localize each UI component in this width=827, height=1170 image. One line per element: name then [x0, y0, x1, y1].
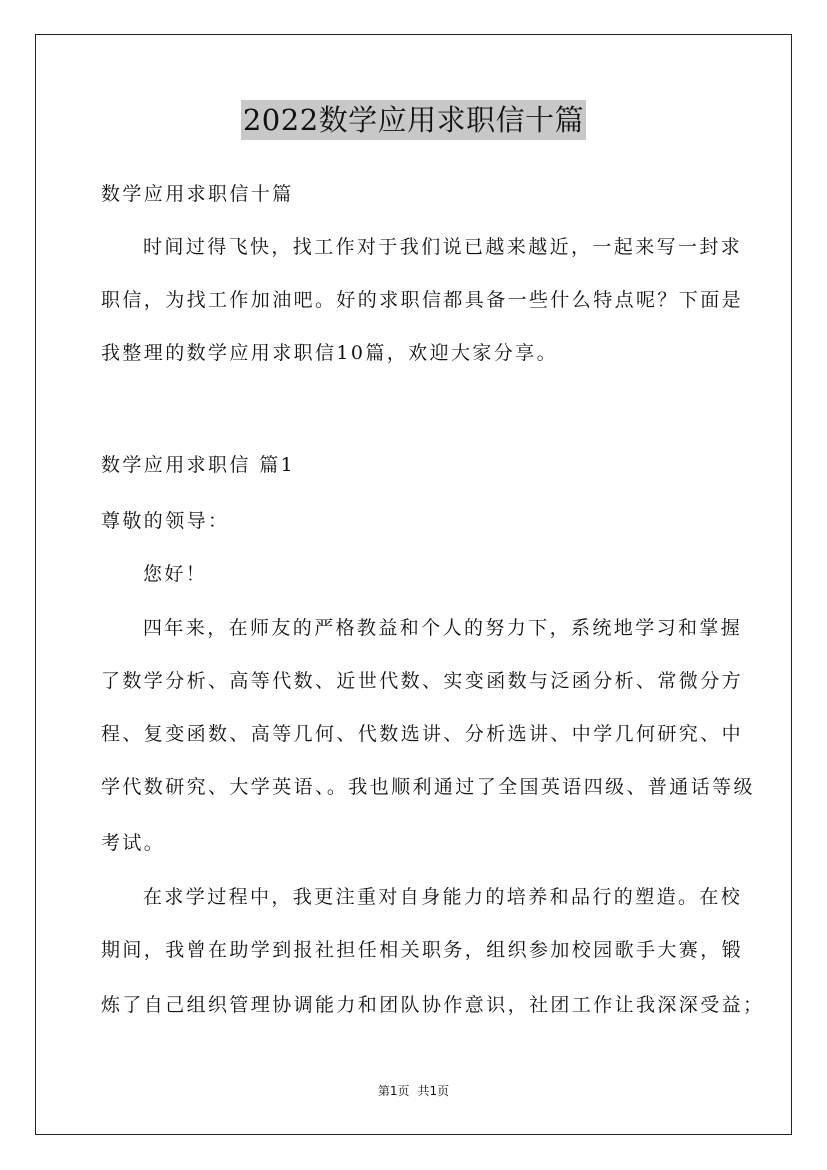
page-number-current: 第1页: [377, 1084, 410, 1098]
paragraph-line: 了数学分析、高等代数、近世代数、实变函数与泛函分析、常微分方: [101, 670, 744, 692]
paragraph-line: 炼了自己组织管理协调能力和团队协作意识，社团工作让我深深受益；: [101, 994, 765, 1016]
page-footer: [0, 1083, 827, 1099]
title-container: [0, 100, 827, 140]
paragraph-line: 考试。: [101, 832, 166, 854]
paragraph-line: 时间过得飞快，找工作对于我们说已越来越近，一起来写一封求: [143, 236, 743, 258]
paragraph-line: 学代数研究、大学英语、。我也顺利通过了全国英语四级、普通话等级: [101, 776, 755, 798]
paragraph-line: 程、复变函数、高等几何、代数选讲、分析选讲、中学几何研究、中: [101, 723, 744, 745]
greeting-line: 您好！: [143, 563, 208, 585]
document-title: 2022数学应用求职信十篇: [241, 100, 586, 140]
subtitle-line: 数学应用求职信十篇: [101, 183, 294, 205]
paragraph-line: 在求学过程中，我更注重对自身能力的培养和品行的塑造。在校: [143, 886, 743, 908]
section-heading: 数学应用求职信 篇1: [101, 454, 296, 476]
salutation-line: 尊敬的领导：: [101, 510, 230, 532]
page-number-total: 共1页: [417, 1084, 450, 1098]
paragraph-line: 期间，我曾在助学到报社担任相关职务，组织参加校园歌手大赛，锻: [101, 939, 744, 961]
paragraph-line: 四年来，在师友的严格教益和个人的努力下，系统地学习和掌握: [143, 617, 743, 639]
paragraph-line: 我整理的数学应用求职信10篇，欢迎大家分享。: [101, 342, 558, 364]
paragraph-line: 职信，为找工作加油吧。好的求职信都具备一些什么特点呢？下面是: [101, 289, 744, 311]
